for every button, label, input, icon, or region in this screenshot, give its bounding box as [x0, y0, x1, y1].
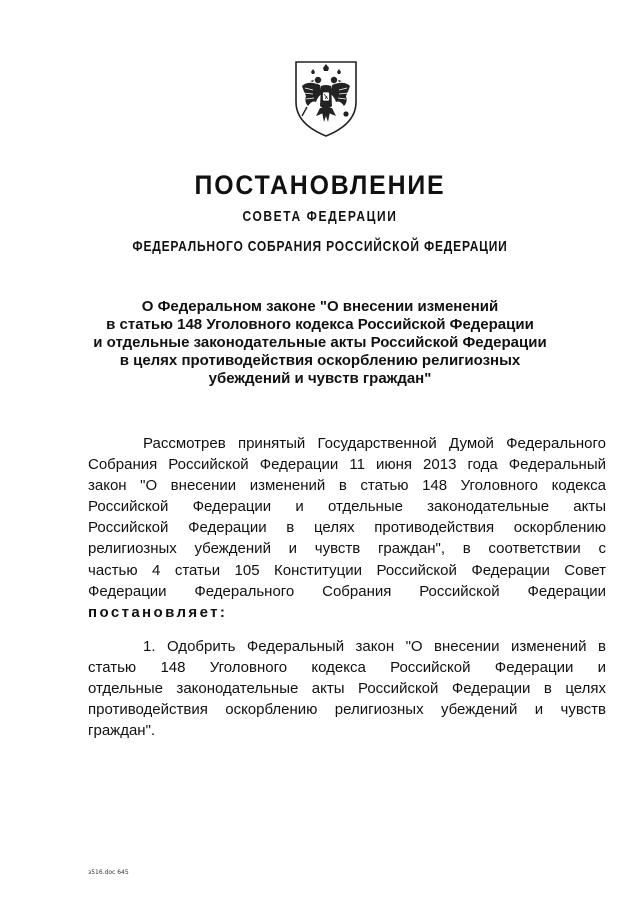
preamble-line: религиозных убеждений и чувств граждан", в соответствии с — [88, 540, 606, 558]
subject-line: в целях противодействия оскорблению религиозных — [119, 352, 521, 369]
resolution-point-1 — [88, 636, 606, 741]
subject-line: в статью 148 Уголовного кодекса Российской Федерации — [106, 316, 534, 333]
preamble-line: Федерации Федерального Собрания Российской Федерации — [88, 582, 606, 600]
subject-line: О Федеральном законе "О внесении изменений — [141, 298, 499, 315]
state-emblem-icon — [294, 58, 358, 138]
preamble-line: частью 4 статьи 105 Конституции Российской Федерации Совет — [88, 561, 606, 579]
issuer-line-1: СОВЕТА ФЕДЕРАЦИИ — [242, 208, 398, 225]
point-line: противодействия оскорблению религиозных убеждений и чувств — [88, 701, 606, 719]
document-subject — [80, 298, 560, 388]
preamble-line: Рассмотрев принятый Государственной Думой Федерального — [143, 435, 606, 452]
point-line: граждан". — [88, 722, 156, 740]
preamble-line: закон "О внесении изменений в статью 148 Уголовного кодекса — [88, 477, 606, 495]
point-line: 1. Одобрить Федеральный закон "О внесении изменений в — [143, 638, 606, 655]
point-line: отдельные законодательные акты Российской Федерации в целях — [88, 680, 606, 698]
point-line: статью 148 Уголовного кодекса Российской Федерации и — [88, 659, 606, 677]
resolves-word: постановляет: — [88, 603, 228, 621]
subject-line: и отдельные законодательные акты Российской Федерации — [93, 334, 547, 351]
preamble-line: Собрания Российской Федерации 11 июня 2013 года Федеральный — [88, 456, 606, 474]
preamble-line: Российской Федерации в целях противодействия оскорблению — [88, 519, 606, 537]
document-type-title: ПОСТАНОВЛЕНИЕ — [194, 170, 446, 200]
file-code: з516.doc 645 — [88, 869, 129, 876]
issuer-line-2: ФЕДЕРАЛЬНОГО СОБРАНИЯ РОССИЙСКОЙ ФЕДЕРАЦИИ — [132, 238, 508, 255]
subject-line: убеждений и чувств граждан" — [208, 370, 432, 387]
preamble-paragraph — [88, 433, 606, 623]
preamble-line: Российской Федерации и отдельные законодательные акты — [88, 498, 606, 516]
